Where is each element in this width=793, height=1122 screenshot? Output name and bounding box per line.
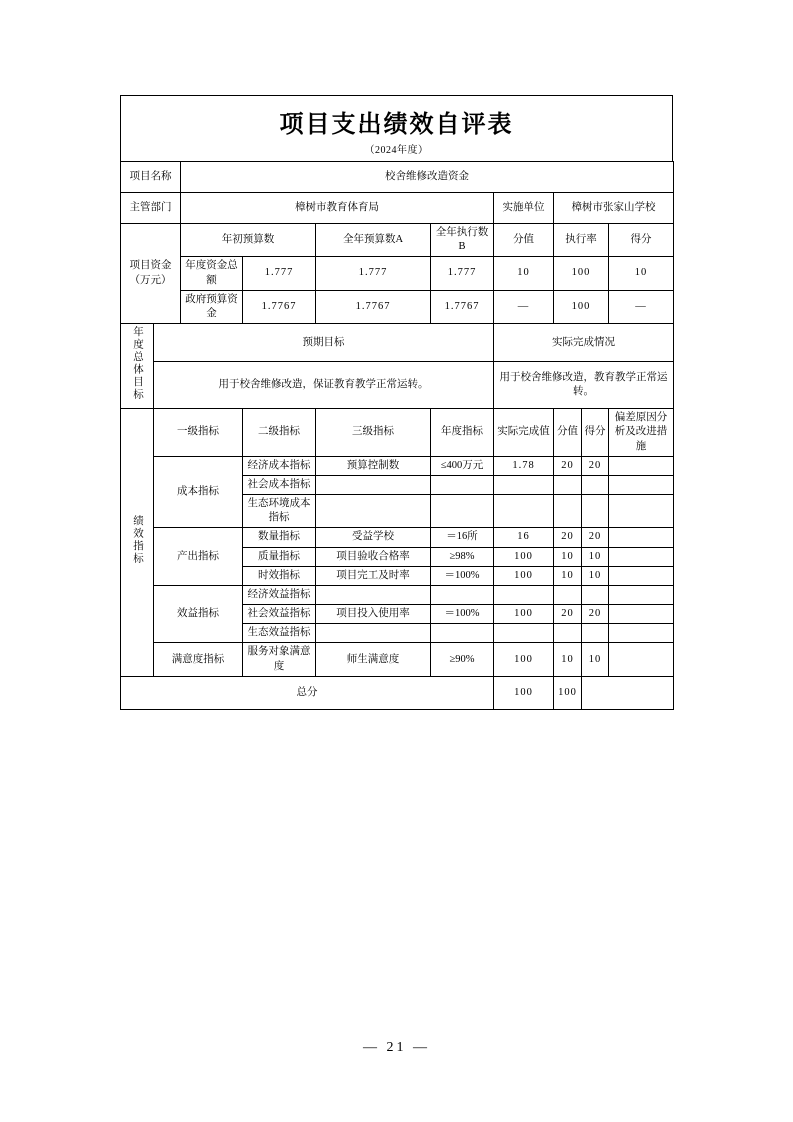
perf-target-2-1: ＝100% (431, 605, 494, 624)
perf-score-2-1: 20 (554, 605, 582, 624)
col-score: 分值 (494, 224, 554, 257)
funds-annual-0: 1.777 (316, 257, 431, 290)
col-exec-rate: 执行率 (554, 224, 609, 257)
col-annual-budget: 全年预算数A (316, 224, 431, 257)
perf-actual-0-2 (494, 495, 554, 528)
perf-header-score: 分值 (554, 409, 582, 457)
perf-level2-3-0: 服务对象满意度 (243, 643, 316, 676)
table-row-department (121, 193, 674, 224)
perf-level2-1-1: 质量指标 (243, 547, 316, 566)
perf-target-1-0: ＝16所 (431, 528, 494, 547)
funds-row-label-1: 政府预算资金 (181, 290, 243, 323)
perf-actual-2-2 (494, 624, 554, 643)
page-title: 项目支出绩效自评表 (279, 112, 514, 138)
perf-side-label-text: 绩效指标 (132, 514, 144, 565)
col-initial-budget: 年初预算数 (181, 224, 316, 257)
perf-score-1-1: 10 (554, 547, 582, 566)
project-name-label: 项目名称 (121, 162, 181, 193)
perf-deviation-0-0 (609, 456, 674, 475)
total-empty (582, 676, 674, 709)
table-row-perf (121, 528, 674, 547)
perf-points-0-2 (582, 495, 609, 528)
total-points: 100 (554, 676, 582, 709)
total-label: 总分 (121, 676, 494, 709)
perf-header-level1: 一级指标 (154, 409, 243, 457)
perf-target-1-2: ＝100% (431, 566, 494, 585)
funds-exec-1: 1.7767 (431, 290, 494, 323)
title-block (120, 95, 673, 161)
perf-level2-2-0: 经济效益指标 (243, 585, 316, 604)
perf-target-0-2 (431, 495, 494, 528)
perf-score-3-0: 10 (554, 643, 582, 676)
perf-level2-0-1: 社会成本指标 (243, 475, 316, 494)
perf-side-label (121, 409, 154, 677)
perf-deviation-3-0 (609, 643, 674, 676)
perf-actual-1-2: 100 (494, 566, 554, 585)
performance-self-evaluation-table (120, 161, 674, 710)
table-row-funds-total (121, 257, 674, 290)
perf-deviation-2-2 (609, 624, 674, 643)
perf-deviation-1-0 (609, 528, 674, 547)
perf-score-1-2: 10 (554, 566, 582, 585)
funds-rate-1: 100 (554, 290, 609, 323)
perf-points-1-1: 10 (582, 547, 609, 566)
perf-level2-2-1: 社会效益指标 (243, 605, 316, 624)
unit-label: 实施单位 (494, 193, 554, 224)
perf-level3-1-0: 受益学校 (316, 528, 431, 547)
funds-annual-1: 1.7767 (316, 290, 431, 323)
perf-header-actual-value: 实际完成值 (494, 409, 554, 457)
table-row-perf-header (121, 409, 674, 457)
total-score: 100 (494, 676, 554, 709)
table-row-perf (121, 585, 674, 604)
col-annual-exec: 全年执行数B (431, 224, 494, 257)
perf-deviation-2-1 (609, 605, 674, 624)
funds-rate-0: 100 (554, 257, 609, 290)
perf-points-2-2 (582, 624, 609, 643)
document-body (120, 95, 673, 710)
funds-row-label-0: 年度资金总额 (181, 257, 243, 290)
perf-level3-1-1: 项目验收合格率 (316, 547, 431, 566)
perf-actual-1-0: 16 (494, 528, 554, 547)
perf-level2-0-2: 生态环境成本指标 (243, 495, 316, 528)
perf-deviation-0-1 (609, 475, 674, 494)
perf-header-level3: 三级指标 (316, 409, 431, 457)
table-row-total (121, 676, 674, 709)
department-label: 主管部门 (121, 193, 181, 224)
perf-score-1-0: 20 (554, 528, 582, 547)
table-row-project-name (121, 162, 674, 193)
unit-value: 樟树市张家山学校 (554, 193, 674, 224)
perf-level3-0-2 (316, 495, 431, 528)
perf-level1-0: 成本指标 (154, 456, 243, 528)
perf-points-1-2: 10 (582, 566, 609, 585)
funds-exec-0: 1.777 (431, 257, 494, 290)
department-value: 樟树市教育体育局 (181, 193, 494, 224)
table-row-perf (121, 456, 674, 475)
perf-level1-3: 满意度指标 (154, 643, 243, 676)
perf-score-0-1 (554, 475, 582, 494)
perf-actual-3-0: 100 (494, 643, 554, 676)
perf-level1-1: 产出指标 (154, 528, 243, 586)
perf-deviation-1-2 (609, 566, 674, 585)
project-name-value: 校舍维修改造资金 (181, 162, 674, 193)
perf-score-2-0 (554, 585, 582, 604)
expected-goal-text: 用于校舍维修改造，保证教育教学正常运转。 (154, 362, 494, 409)
perf-target-0-1 (431, 475, 494, 494)
perf-deviation-2-0 (609, 585, 674, 604)
perf-points-2-0 (582, 585, 609, 604)
perf-level3-1-2: 项目完工及时率 (316, 566, 431, 585)
perf-actual-2-1: 100 (494, 605, 554, 624)
table-row-funds-gov (121, 290, 674, 323)
funds-points-0: 10 (609, 257, 674, 290)
perf-level1-2: 效益指标 (154, 585, 243, 643)
table-row-goal-content (121, 362, 674, 409)
perf-header-annual-target: 年度指标 (431, 409, 494, 457)
perf-actual-2-0 (494, 585, 554, 604)
funds-label-line1: 项目资金 (129, 260, 172, 272)
perf-target-2-2 (431, 624, 494, 643)
perf-actual-1-1: 100 (494, 547, 554, 566)
perf-target-3-0: ≥90% (431, 643, 494, 676)
perf-level2-1-0: 数量指标 (243, 528, 316, 547)
perf-points-0-1 (582, 475, 609, 494)
funds-initial-1: 1.7767 (243, 290, 316, 323)
perf-target-2-0 (431, 585, 494, 604)
annual-goal-label (121, 324, 154, 409)
perf-actual-0-0: 1.78 (494, 456, 554, 475)
perf-level3-0-1 (316, 475, 431, 494)
perf-level2-2-2: 生态效益指标 (243, 624, 316, 643)
perf-level2-0-0: 经济成本指标 (243, 456, 316, 475)
perf-points-3-0: 10 (582, 643, 609, 676)
page-number: — 21 — (363, 1040, 430, 1055)
perf-actual-0-1 (494, 475, 554, 494)
perf-deviation-0-2 (609, 495, 674, 528)
perf-level3-0-0: 预算控制数 (316, 456, 431, 475)
perf-target-0-0: ≤400万元 (431, 456, 494, 475)
funds-label (121, 224, 181, 324)
perf-header-points: 得分 (582, 409, 609, 457)
actual-goal-header: 实际完成情况 (494, 324, 674, 362)
col-points: 得分 (609, 224, 674, 257)
funds-score-1: — (494, 290, 554, 323)
perf-level3-2-1: 项目投入使用率 (316, 605, 431, 624)
funds-score-0: 10 (494, 257, 554, 290)
table-row-perf (121, 643, 674, 676)
actual-goal-text: 用于校舍维修改造，教育教学正常运转。 (494, 362, 674, 409)
table-row-goal-header (121, 324, 674, 362)
perf-deviation-1-1 (609, 547, 674, 566)
annual-goal-label-text: 年度总体目标 (132, 326, 144, 402)
perf-points-2-1: 20 (582, 605, 609, 624)
perf-target-1-1: ≥98% (431, 547, 494, 566)
expected-goal-header: 预期目标 (154, 324, 494, 362)
perf-level3-2-0 (316, 585, 431, 604)
page-subtitle: （2024年度） (364, 145, 429, 156)
funds-initial-0: 1.777 (243, 257, 316, 290)
perf-score-2-2 (554, 624, 582, 643)
perf-points-1-0: 20 (582, 528, 609, 547)
funds-label-line2: （万元） (129, 274, 172, 286)
perf-header-deviation: 偏差原因分析及改进措施 (609, 409, 674, 457)
perf-score-0-0: 20 (554, 456, 582, 475)
perf-points-0-0: 20 (582, 456, 609, 475)
perf-header-level2: 二级指标 (243, 409, 316, 457)
perf-level3-3-0: 师生满意度 (316, 643, 431, 676)
perf-level3-2-2 (316, 624, 431, 643)
funds-points-1: — (609, 290, 674, 323)
table-row-funds-header (121, 224, 674, 257)
perf-level2-1-2: 时效指标 (243, 566, 316, 585)
perf-score-0-2 (554, 495, 582, 528)
